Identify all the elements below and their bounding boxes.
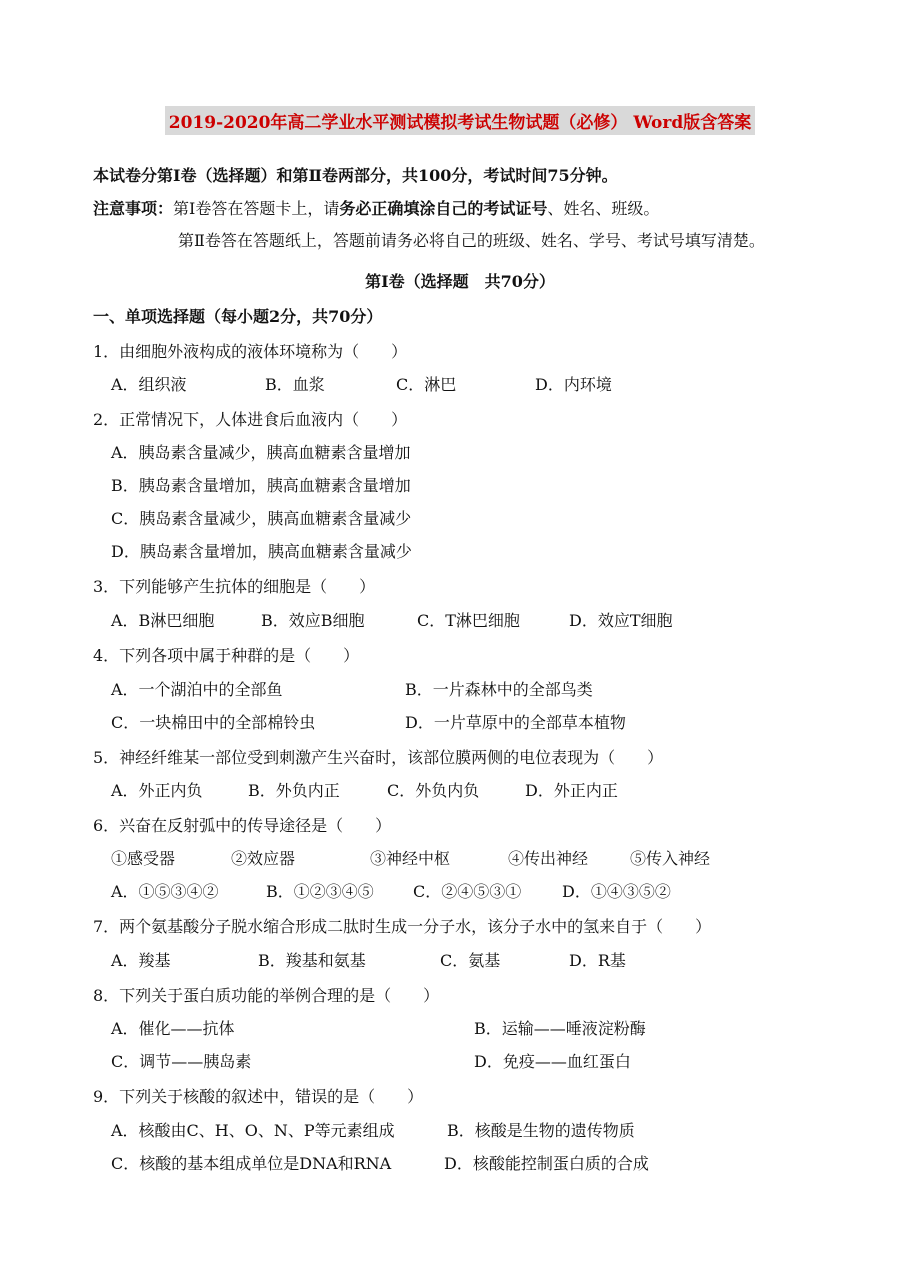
question-9-option-d: D．核酸能控制蛋白质的合成 bbox=[444, 1154, 649, 1173]
question-5-option-a: A．外正内负 bbox=[111, 781, 203, 800]
question-5-option-d: D．外正内正 bbox=[525, 781, 618, 800]
question-1-option-b: B．血浆 bbox=[265, 375, 325, 394]
question-4-option-b: B．一片森林中的全部鸟类 bbox=[405, 680, 593, 699]
notice-1-b: 务必正确填涂自己的考试证号 bbox=[339, 199, 548, 218]
question-6-stem: 6．兴奋在反射弧中的传导途径是（ ） bbox=[93, 816, 392, 835]
question-2-option-b: B．胰岛素含量增加，胰高血糖素含量增加 bbox=[111, 476, 411, 495]
section-title: 一、单项选择题（每小题2分，共70分） bbox=[93, 307, 383, 326]
notice-line-2: 第Ⅱ卷答在答题纸上，答题前请务必将自己的班级、姓名、学号、考试号填写清楚。 bbox=[178, 231, 765, 250]
question-7-option-d: D．R基 bbox=[569, 951, 626, 970]
question-8-stem: 8．下列关于蛋白质功能的举例合理的是（ ） bbox=[93, 986, 440, 1005]
question-6-item-4: ④传出神经 bbox=[508, 849, 589, 868]
question-8-option-d: D．免疫——血红蛋白 bbox=[474, 1052, 631, 1071]
question-6-item-1: ①感受器 bbox=[111, 849, 176, 868]
question-1-stem: 1．由细胞外液构成的液体环境称为（ ） bbox=[93, 342, 408, 361]
question-8-option-c: C．调节——胰岛素 bbox=[111, 1052, 252, 1071]
question-9-option-c: C．核酸的基本组成单位是DNA和RNA bbox=[111, 1154, 392, 1173]
question-2-option-a: A．胰岛素含量减少，胰高血糖素含量增加 bbox=[111, 443, 411, 462]
question-6-item-2: ②效应器 bbox=[231, 849, 296, 868]
question-3-option-b: B．效应B细胞 bbox=[261, 611, 365, 630]
document-title: 2019-2020年高二学业水平测试模拟考试生物试题（必修） Word版含答案 bbox=[165, 106, 756, 135]
question-5-stem: 5．神经纤维某一部位受到刺激产生兴奋时，该部位膜两侧的电位表现为（ ） bbox=[93, 748, 664, 767]
question-7-stem: 7．两个氨基酸分子脱水缩合形成二肽时生成一分子水，该分子水中的氢来自于（ ） bbox=[93, 917, 712, 936]
question-7-option-a: A．羧基 bbox=[111, 951, 171, 970]
question-1-option-a: A．组织液 bbox=[111, 375, 187, 394]
question-4-stem: 4．下列各项中属于种群的是（ ） bbox=[93, 646, 360, 665]
question-1-option-c: C．淋巴 bbox=[396, 375, 457, 394]
question-4-option-d: D．一片草原中的全部草本植物 bbox=[405, 713, 626, 732]
question-2-option-d: D．胰岛素含量增加，胰高血糖素含量减少 bbox=[111, 542, 412, 561]
question-6-option-c: C．②④⑤③① bbox=[413, 882, 522, 901]
question-1-option-d: D．内环境 bbox=[535, 375, 612, 394]
question-2-stem: 2．正常情况下，人体进食后血液内（ ） bbox=[93, 410, 408, 429]
question-5-option-b: B．外负内正 bbox=[248, 781, 340, 800]
question-9-stem: 9．下列关于核酸的叙述中，错误的是（ ） bbox=[93, 1087, 424, 1106]
notice-1-c: 、姓名、班级。 bbox=[547, 199, 660, 218]
intro-text: 本试卷分第Ⅰ卷（选择题）和第Ⅱ卷两部分，共100分，考试时间75分钟。 bbox=[93, 166, 618, 185]
question-6-option-b: B．①②③④⑤ bbox=[266, 882, 374, 901]
question-8-option-b: B．运输——唾液淀粉酶 bbox=[474, 1019, 646, 1038]
question-6-item-3: ③神经中枢 bbox=[370, 849, 451, 868]
question-8-option-a: A．催化——抗体 bbox=[111, 1019, 235, 1038]
question-4-option-a: A．一个湖泊中的全部鱼 bbox=[111, 680, 283, 699]
question-6-item-5: ⑤传入神经 bbox=[630, 849, 711, 868]
question-4-option-c: C．一块棉田中的全部棉铃虫 bbox=[111, 713, 316, 732]
question-3-option-d: D．效应T细胞 bbox=[569, 611, 673, 630]
question-7-option-c: C．氨基 bbox=[440, 951, 501, 970]
question-9-option-b: B．核酸是生物的遗传物质 bbox=[447, 1121, 635, 1140]
question-7-option-b: B．羧基和氨基 bbox=[258, 951, 366, 970]
question-6-option-d: D．①④③⑤② bbox=[562, 882, 671, 901]
question-6-option-a: A．①⑤③④② bbox=[111, 882, 219, 901]
title-row bbox=[0, 106, 920, 135]
question-9-option-a: A．核酸由C、H、O、N、P等元素组成 bbox=[111, 1121, 395, 1140]
question-2-option-c: C．胰岛素含量减少，胰高血糖素含量减少 bbox=[111, 509, 412, 528]
question-3-stem: 3．下列能够产生抗体的细胞是（ ） bbox=[93, 577, 376, 596]
part-title: 第Ⅰ卷（选择题 共70分） bbox=[365, 272, 555, 291]
notice-1-a: 第Ⅰ卷答在答题卡上，请 bbox=[173, 199, 340, 218]
question-3-option-a: A．B淋巴细胞 bbox=[111, 611, 215, 630]
question-5-option-c: C．外负内负 bbox=[387, 781, 480, 800]
question-3-option-c: C．T淋巴细胞 bbox=[417, 611, 520, 630]
notice-line-1 bbox=[93, 196, 659, 219]
notice-label: 注意事项： bbox=[93, 199, 174, 218]
